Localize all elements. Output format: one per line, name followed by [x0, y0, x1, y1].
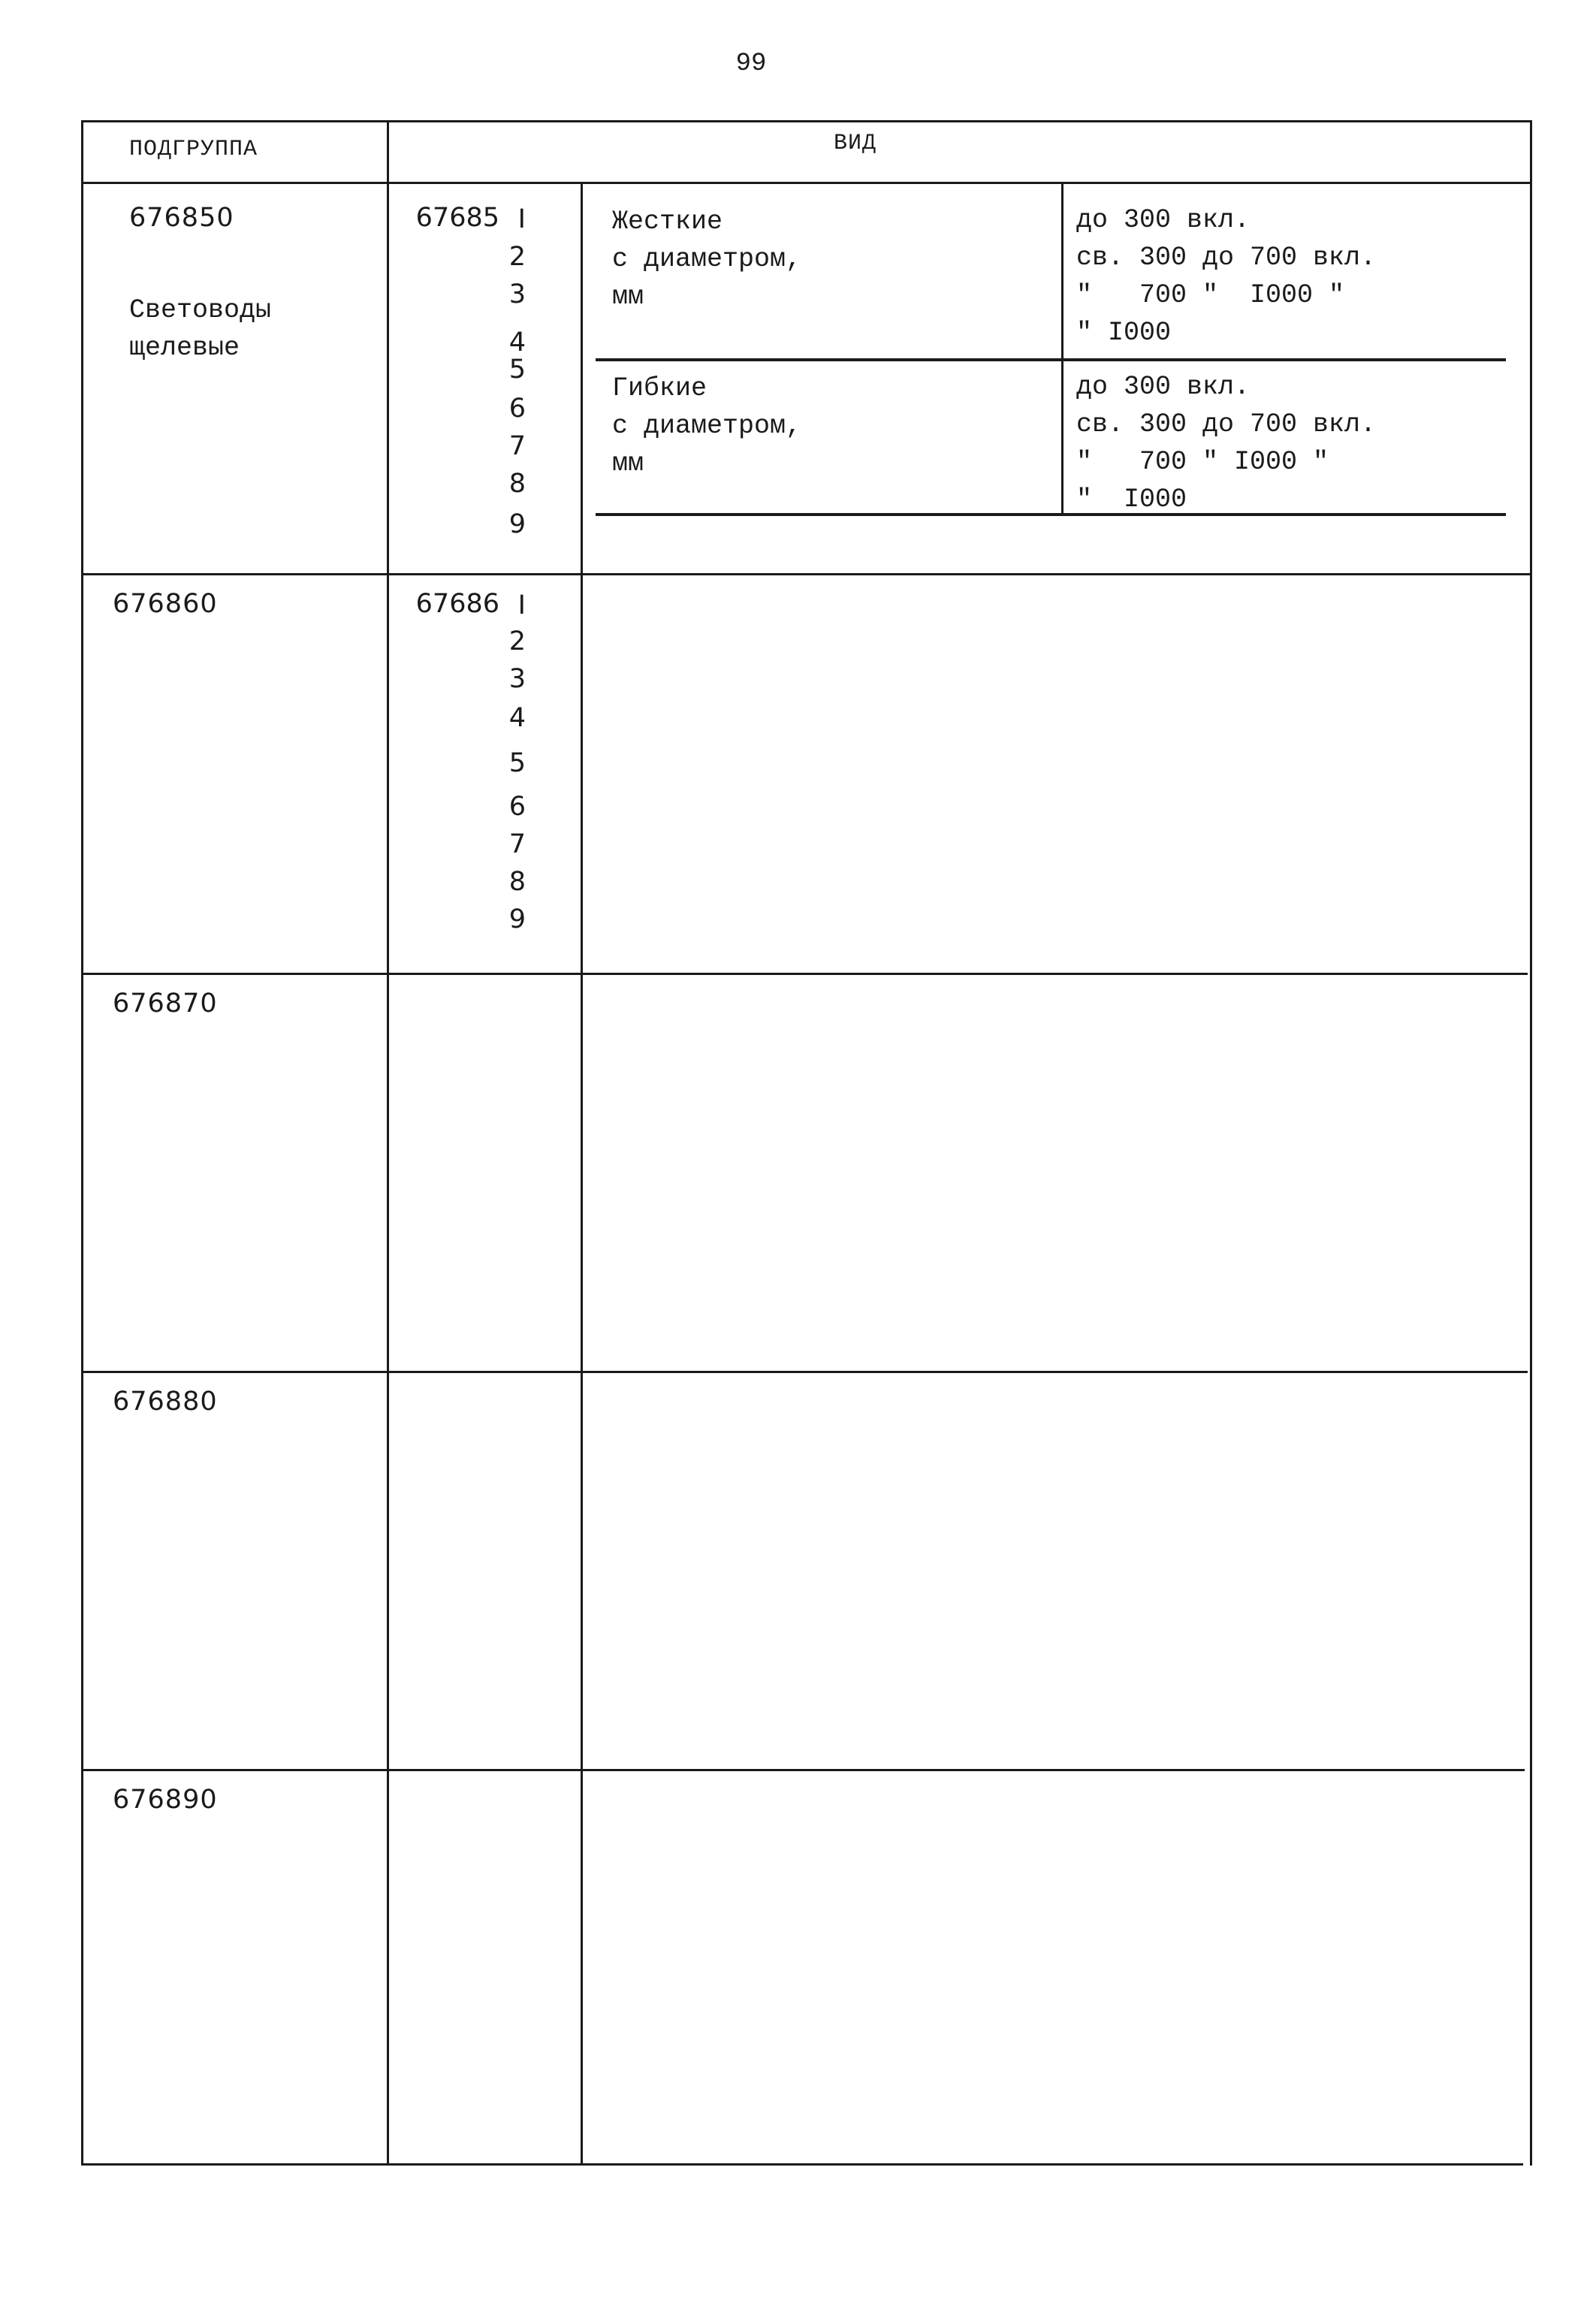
column-divider-code	[581, 182, 583, 2166]
subcode: 4	[508, 327, 526, 358]
subcode: 8	[508, 469, 526, 499]
subcode: 7	[508, 829, 526, 859]
subcode: 8	[508, 867, 526, 897]
table-top-border	[81, 120, 1532, 122]
header-subgroup: ПОДГРУППА	[129, 137, 258, 162]
code-prefix: 67685	[415, 203, 499, 233]
row-divider-2	[81, 973, 1528, 975]
subcode: 6	[508, 792, 526, 822]
block-divider	[596, 358, 1506, 361]
category-rigid	[612, 203, 801, 315]
category-line: мм	[612, 282, 644, 312]
subcode: 5	[508, 748, 526, 778]
subcode: 9	[508, 904, 526, 934]
category-line: Гибкие	[612, 373, 707, 403]
subcode: I	[517, 590, 526, 620]
range-rigid	[1076, 201, 1376, 352]
range-line: " I000	[1076, 318, 1172, 348]
range-line: " I000	[1076, 484, 1187, 515]
table-right-border	[1530, 120, 1532, 2166]
category-line: Жесткие	[612, 207, 723, 237]
page-number: 99	[735, 50, 767, 78]
subgroup-name-line: щелевые	[129, 333, 240, 363]
subcode: I	[517, 204, 526, 234]
header-type: ВИД	[834, 131, 877, 156]
subcode: 2	[508, 242, 526, 272]
subcode: 6	[508, 394, 526, 424]
subcode: 2	[508, 626, 526, 656]
category-line: с диаметром,	[612, 411, 802, 441]
range-line: до 300 вкл.	[1076, 372, 1251, 402]
subgroup-code: 676860	[113, 589, 218, 619]
table-left-border	[81, 120, 83, 2166]
range-flexible	[1076, 368, 1376, 518]
subgroup-name-line: Световоды	[129, 295, 272, 325]
subcode: 4	[508, 703, 526, 733]
range-line: св. 300 до 700 вкл.	[1076, 409, 1377, 439]
row-divider-1	[81, 573, 1531, 575]
subcode: 3	[508, 279, 526, 309]
row-divider-3	[81, 1371, 1528, 1373]
column-divider-subgroup	[387, 120, 389, 2166]
category-line: мм	[612, 448, 644, 478]
range-line: св. 300 до 700 вкл.	[1076, 243, 1377, 273]
table-bottom-border	[81, 2163, 1523, 2166]
subgroup-code: 676880	[113, 1387, 218, 1417]
category-line: с диаметром,	[612, 244, 802, 274]
row-divider-4	[81, 1769, 1525, 1771]
subgroup-code: 676870	[113, 989, 218, 1019]
subgroup-code: 676850	[129, 203, 234, 233]
subgroup-code: 676890	[113, 1785, 218, 1815]
header-bottom-border	[81, 182, 1532, 184]
range-line: " 700 " I000 "	[1076, 280, 1345, 310]
range-line: до 300 вкл.	[1076, 205, 1251, 235]
subcode: 7	[508, 431, 526, 461]
code-prefix: 67686	[415, 589, 499, 619]
subcode: 5	[508, 355, 526, 385]
subcode: 9	[508, 509, 526, 539]
range-line: " 700 " I000 "	[1076, 447, 1329, 477]
subgroup-name	[129, 291, 271, 367]
range-column-divider	[1061, 182, 1063, 516]
subcode: 3	[508, 664, 526, 694]
category-flexible	[612, 370, 801, 482]
